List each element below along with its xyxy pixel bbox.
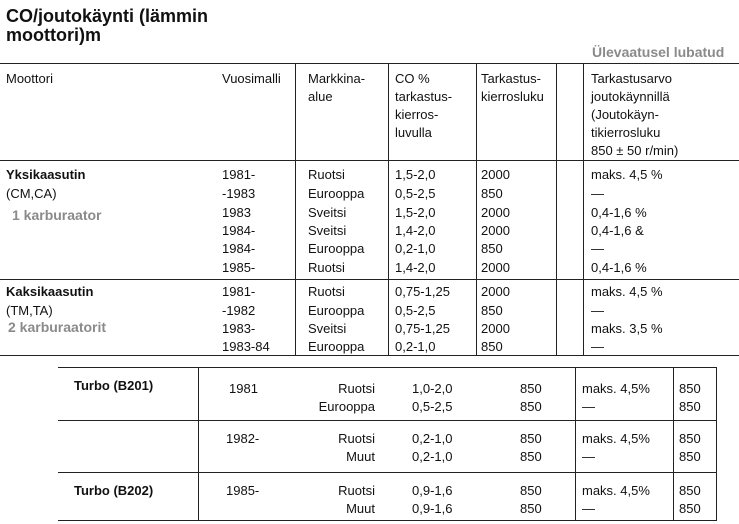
table-cell-limit: maks. 4,5% (582, 431, 650, 446)
turbo-col-rule (716, 367, 717, 521)
table-cell-limit: 0,4-1,6 & (591, 223, 644, 238)
table-cell-extra: 850 (679, 381, 701, 396)
table-cell-rpm: 2000 (481, 260, 510, 275)
table-cell-co: 0,9-1,6 (412, 483, 453, 498)
table-cell-rpm: 850 (520, 483, 542, 498)
table-cell-co: 0,5-2,5 (395, 303, 436, 318)
col-rule (556, 63, 557, 355)
table-cell-limit: 0,4-1,6 % (591, 205, 647, 220)
table-cell-limit: — (591, 303, 604, 318)
table-cell-year: 1983- (222, 321, 256, 336)
section1-name: Yksikaasutin (6, 167, 86, 182)
section-rule (0, 355, 739, 356)
header-arvo: 850 ± 50 r/min) (591, 143, 679, 158)
table-cell-year: 1983 (222, 205, 251, 220)
table-cell-extra: 850 (679, 501, 701, 516)
table-cell-limit: maks. 4,5% (582, 483, 650, 498)
table-cell-co: 0,2-1,0 (412, 431, 453, 446)
table-cell-market: Sveitsi (308, 223, 347, 238)
turbo-bottom-rule (58, 520, 717, 521)
table-cell-market: Ruotsi (338, 381, 375, 396)
table-cell-co: 0,75-1,25 (395, 284, 450, 299)
page-title-line2: moottori)m (6, 25, 101, 45)
table-cell-limit: — (582, 501, 595, 516)
table-cell-limit: — (591, 186, 604, 201)
turbo-rule (58, 420, 717, 421)
table-cell-market: Muut (346, 449, 375, 464)
table-cell-market: Sveitsi (308, 205, 347, 220)
header-moottori: Moottori (6, 71, 53, 86)
table-cell-extra: 850 (679, 483, 701, 498)
table-cell-co: 0,5-2,5 (412, 399, 453, 414)
table-cell-rpm: 850 (520, 431, 542, 446)
table-cell-rpm: 2000 (481, 205, 510, 220)
table-cell-year: -1982 (222, 303, 256, 318)
table-cell-limit: — (591, 241, 604, 256)
turbo-b202-label: Turbo (B202) (74, 483, 154, 498)
table-cell-rpm: 850 (481, 303, 503, 318)
header-arvo: (Joutokäyn- (591, 107, 659, 122)
header-arvo: joutokäynnillä (591, 89, 670, 104)
table-cell-limit: 0,4-1,6 % (591, 260, 647, 275)
table-cell-market: Sveitsi (308, 321, 347, 336)
table-cell-year: -1983 (222, 186, 256, 201)
col-rule (476, 63, 477, 355)
table-cell-year: 1985- (222, 260, 256, 275)
table-cell-limit: maks. 4,5 % (591, 284, 663, 299)
header-rule (0, 160, 739, 161)
table-cell-rpm: 850 (520, 501, 542, 516)
table-cell-year: 1984- (222, 241, 256, 256)
table-cell-limit: — (582, 449, 595, 464)
table-cell-market: Ruotsi (338, 483, 375, 498)
turbo-rule (58, 472, 717, 473)
table-cell-year: 1981 (229, 381, 258, 396)
table-cell-rpm: 850 (520, 399, 542, 414)
header-vuosimalli: Vuosimalli (222, 71, 281, 86)
header-tarkastus: Tarkastus- (481, 71, 541, 86)
table-cell-limit: maks. 4,5% (582, 381, 650, 396)
col-rule (295, 63, 296, 355)
col-rule (583, 63, 584, 355)
table-cell-extra: 850 (679, 431, 701, 446)
table-cell-co: 1,4-2,0 (395, 260, 436, 275)
table-cell-market: Ruotsi (308, 167, 345, 182)
table-cell-market: Ruotsi (308, 260, 345, 275)
table-cell-rpm: 850 (520, 449, 542, 464)
table-cell-year: 1981- (222, 167, 256, 182)
section-rule (0, 279, 739, 280)
table-cell-market: Muut (346, 501, 375, 516)
header-markkina: Markkina- (308, 71, 366, 86)
table-cell-year: 1985- (226, 483, 260, 498)
table-cell-rpm: 2000 (481, 167, 510, 182)
section2-note: 2 karburaatorit (8, 319, 107, 335)
table-cell-rpm: 850 (520, 381, 542, 396)
table-cell-limit: maks. 3,5 % (591, 321, 663, 336)
table-cell-extra: 850 (679, 449, 701, 464)
table-cell-rpm: 2000 (481, 223, 510, 238)
table-cell-rpm: 850 (481, 241, 503, 256)
stamp-note: Ülevaatusel lubatud (592, 44, 725, 60)
table-cell-limit: — (582, 399, 595, 414)
table-cell-co: 0,75-1,25 (395, 321, 450, 336)
section1-note: 1 karburaator (12, 207, 102, 223)
table-cell-year: 1983-84 (222, 339, 270, 354)
table-top-rule (0, 63, 739, 64)
section2-code: (TM,TA) (6, 303, 53, 318)
header-markkina: alue (308, 89, 333, 104)
table-cell-rpm: 850 (481, 186, 503, 201)
table-cell-market: Ruotsi (338, 431, 375, 446)
turbo-top-rule (58, 367, 717, 368)
table-cell-co: 1,4-2,0 (395, 223, 436, 238)
header-co: tarkastus- (395, 89, 453, 104)
header-co: CO % (395, 71, 430, 86)
table-cell-market: Ruotsi (308, 284, 345, 299)
table-cell-year: 1981- (222, 284, 256, 299)
header-co: kierros- (395, 107, 439, 122)
table-cell-market: Eurooppa (308, 303, 365, 318)
table-cell-market: Eurooppa (308, 241, 365, 256)
table-cell-co: 0,2-1,0 (395, 241, 436, 256)
page-title: CO/joutokäynti (lämmin (6, 6, 209, 26)
table-cell-extra: 850 (679, 399, 701, 414)
section2-name: Kaksikaasutin (6, 284, 94, 299)
table-cell-market: Eurooppa (308, 339, 365, 354)
table-cell-market: Eurooppa (308, 186, 365, 201)
table-cell-limit: — (591, 339, 604, 354)
header-arvo: Tarkastusarvo (591, 71, 672, 86)
table-cell-rpm: 2000 (481, 284, 510, 299)
table-cell-co: 0,2-1,0 (412, 449, 453, 464)
table-cell-year: 1984- (222, 223, 256, 238)
table-cell-co: 1,0-2,0 (412, 381, 453, 396)
table-cell-co: 0,9-1,6 (412, 501, 453, 516)
table-cell-market: Eurooppa (318, 399, 375, 414)
table-cell-co: 1,5-2,0 (395, 205, 436, 220)
turbo-col-rule (673, 367, 674, 521)
header-co: luvulla (395, 125, 432, 140)
table-cell-co: 0,5-2,5 (395, 186, 436, 201)
table-cell-co: 0,2-1,0 (395, 339, 436, 354)
table-cell-rpm: 2000 (481, 321, 510, 336)
col-rule (388, 63, 389, 355)
table-cell-limit: maks. 4,5 % (591, 167, 663, 182)
turbo-b201-label: Turbo (B201) (74, 378, 154, 393)
turbo-col-rule (575, 367, 576, 521)
header-tarkastus: kierrosluku (481, 89, 544, 104)
table-cell-year: 1982- (226, 431, 260, 446)
table-cell-co: 1,5-2,0 (395, 167, 436, 182)
header-arvo: tikierrosluku (591, 125, 661, 140)
table-cell-rpm: 850 (481, 339, 503, 354)
turbo-col-rule (198, 367, 199, 521)
section1-code: (CM,CA) (6, 186, 57, 201)
